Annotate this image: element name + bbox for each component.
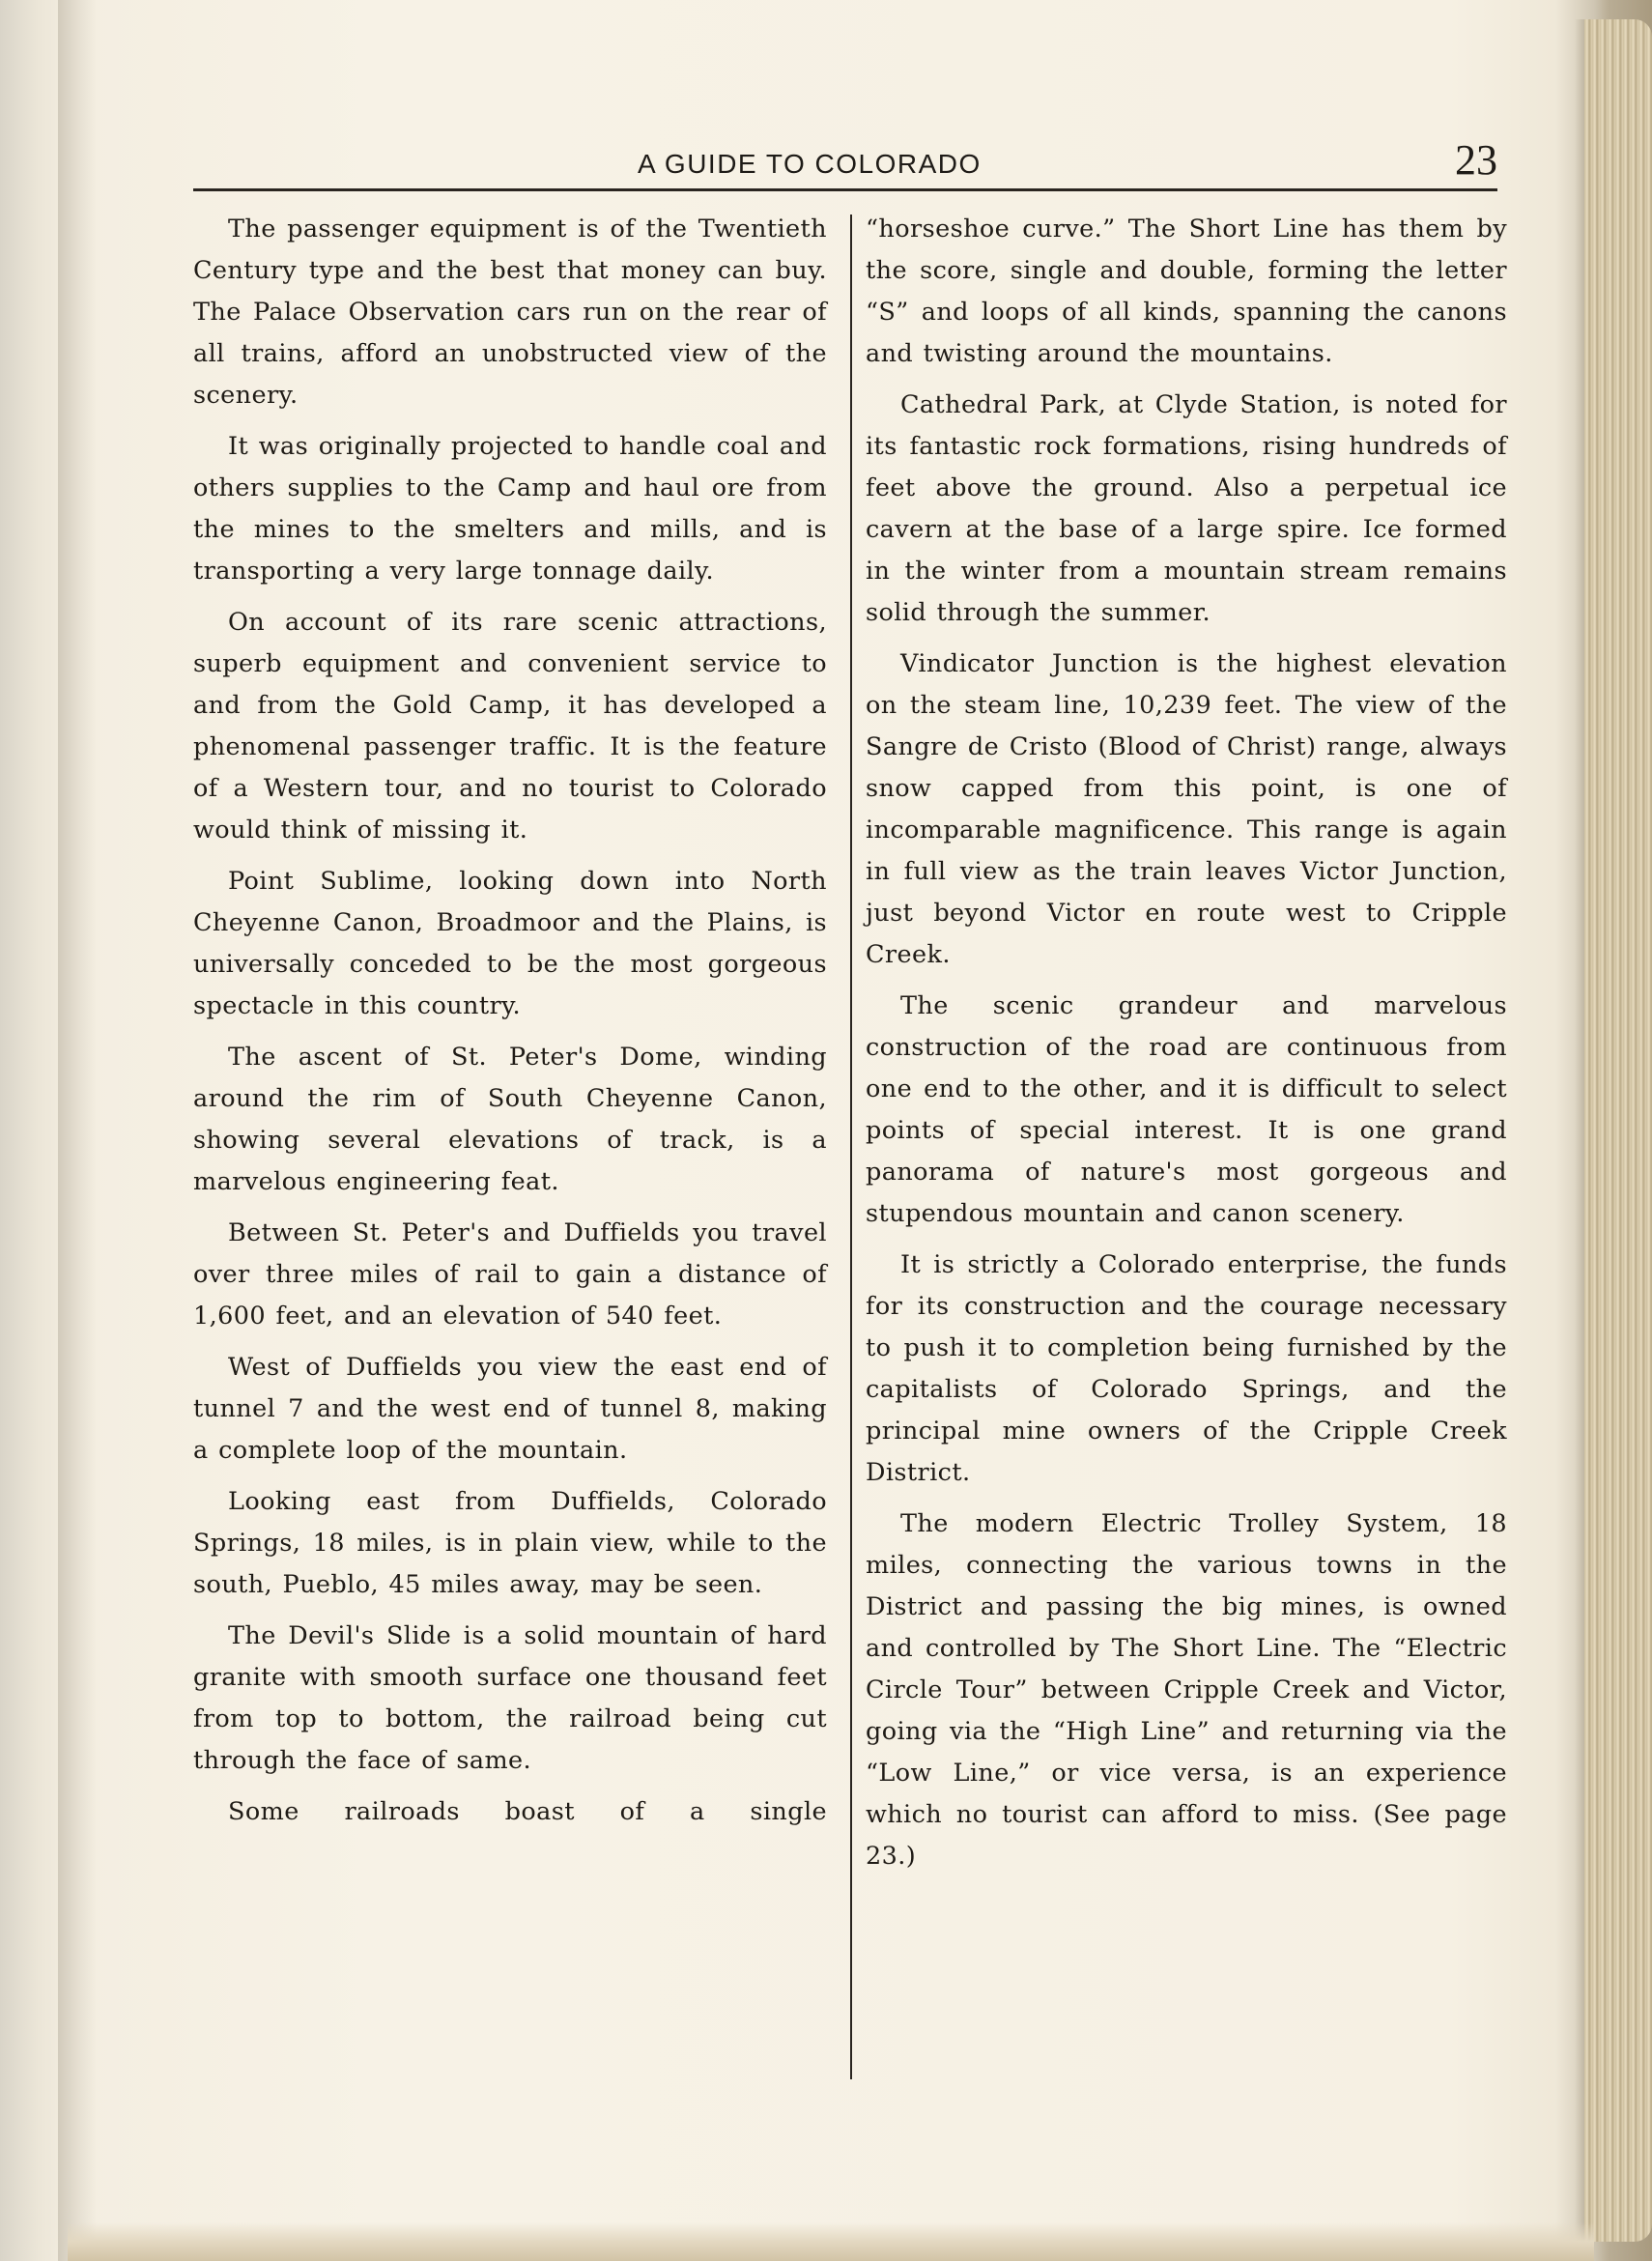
right-column [866, 209, 1507, 1887]
paragraph: Between St. Peter's and Duffields you travel over three miles of rail to gain a distance of 1,600 feet, and an elevation of 540 feet. [193, 1218, 827, 1331]
paragraph: Vindicator Junction is the highest elevation on the steam line, 10,239 feet. The view of the Sangre de Cristo (Blood of Christ) range, always snow capped from this point, is one of incomparable magnificence. This range is again in full view as the train leaves Victor Junction, just beyond Victor en route west to Cripple Creek. [866, 649, 1507, 969]
paragraph: The scenic grandeur and marvelous construction of the road are continuous from one end to the other, and it is difficult to select points of special interest. It is one grand panorama of nature's most gorgeous and stupendous mountain and canon scenery. [866, 991, 1507, 1228]
paragraph: Point Sublime, looking down into North Cheyenne Canon, Broadmoor and the Plains, is universally conceded to be the most gorgeous spectacle in this country. [193, 867, 827, 1020]
paragraph: Looking east from Duffields, Colorado Springs, 18 miles, is in plain view, while to the south, Pueblo, 45 miles away, may be seen. [193, 1487, 827, 1599]
header-rule [193, 188, 1497, 191]
page-bottom-edge [68, 2222, 1594, 2261]
paragraph: “horseshoe curve.” The Short Line has them by the score, single and double, forming the letter “S” and loops of all kinds, spanning the canons and twisting around the mountains. [866, 215, 1507, 368]
paragraph: The modern Electric Trolley System, 18 miles, connecting the various towns in the District and passing the big mines, is owned and controlled by The Short Line. The “Electric Circle Tour” between Cripple Creek and Victor, going via the “High Line” and returning via the “Low Line,” or vice versa, is an experience which no tourist can afford to miss. (See page 23.) [866, 1509, 1507, 1871]
running-header [193, 136, 1497, 191]
paragraph: It is strictly a Colorado enterprise, the funds for its construction and the courage necessary to push it to completion being furnished by the capitalists of Colorado Springs, and the principal mine owners of the Cripple Creek District. [866, 1250, 1507, 1487]
paragraph: Some railroads boast of a single [228, 1797, 827, 1826]
left-column [193, 209, 827, 1843]
paragraph: The passenger equipment is of the Twentieth Century type and the best that money can buy. The Palace Observation cars run on the rear of all trains, afford an unobstructed view of the scenery. [193, 215, 827, 410]
paragraph: It was originally projected to handle coal and others supplies to the Camp and haul ore from the mines to the smelters and mills, and is transporting a very large tonnage daily. [193, 432, 827, 586]
paragraph: On account of its rare scenic attractions, superb equipment and convenient service to and from the Gold Camp, it has developed a phenomenal passenger traffic. It is the feature of a Western tour, and no tourist to Colorado would think of missing it. [193, 608, 827, 844]
paragraph: West of Duffields you view the east end of tunnel 7 and the west end of tunnel 8, making a complete loop of the mountain. [193, 1353, 827, 1465]
paragraph: Cathedral Park, at Clyde Station, is noted for its fantastic rock formations, rising hundreds of feet above the ground. Also a perpetual ice cavern at the base of a large spire. Ice formed in the winter from a mountain stream remains solid through the summer. [866, 390, 1507, 627]
page-stack-edge [1584, 19, 1652, 2242]
paragraph: The Devil's Slide is a solid mountain of hard granite with smooth surface one thousand feet from top to bottom, the railroad being cut through the face of same. [193, 1621, 827, 1775]
column-divider [850, 215, 852, 2079]
page-number: 23 [1455, 136, 1497, 184]
gutter-shadow [58, 0, 97, 2261]
running-title: A GUIDE TO COLORADO [638, 149, 982, 179]
paragraph: The ascent of St. Peter's Dome, winding around the rim of South Cheyenne Canon, showing several elevations of track, is a marvelous engineering feat. [193, 1043, 827, 1196]
